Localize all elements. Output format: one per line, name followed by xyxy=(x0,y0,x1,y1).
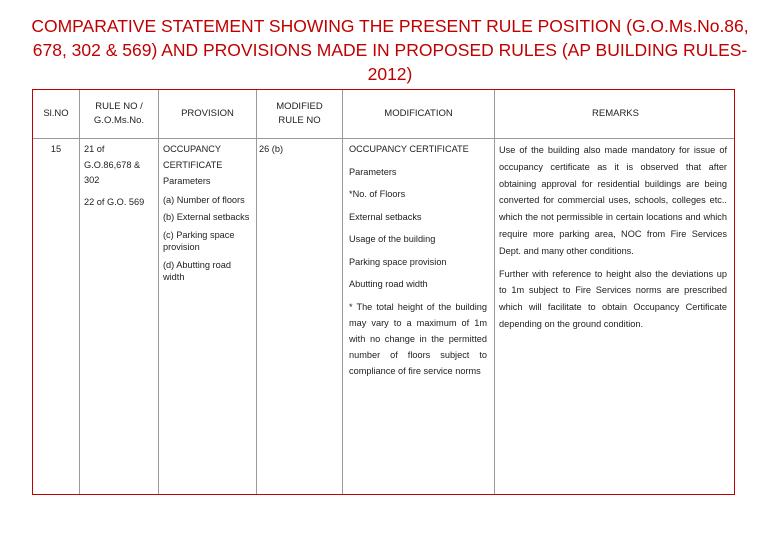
modification-usage: Usage of the building xyxy=(349,234,436,244)
rule-no-line-1: 21 of G.O.86,678 & 302 xyxy=(84,144,141,185)
header-modified-rule-no: MODIFIED RULE NO xyxy=(276,101,323,126)
header-provision: PROVISION xyxy=(181,108,234,119)
modification-parking: Parking space provision xyxy=(349,256,447,267)
column-divider xyxy=(342,90,343,494)
remarks-paragraph-1: Use of the building also made mandatory for issue of occupancy certificate as it is observed that after obtaining approval for residential buildings are being converted for commercial uses, schools, colleges etc.. which the not permissible in certain locations and which require more parking area, NOC from Fire Services Dept. and many other conditions. xyxy=(499,145,727,256)
row-slno: 15 xyxy=(50,144,62,154)
column-divider xyxy=(256,90,257,494)
header-slno: Sl.NO xyxy=(43,108,69,119)
header-rule-no: RULE NO / G.O.Ms.No. xyxy=(93,101,145,126)
provision-heading: OCCUPANCY CERTIFICATE xyxy=(163,144,223,170)
row-modification xyxy=(349,142,487,379)
provision-item-c: (c) Parking space provision xyxy=(163,229,235,252)
document-title: COMPARATIVE STATEMENT SHOWING THE PRESENT RULE POSITION (G.O.Ms.No.86, 678, 302 & 569) AND PROVISIONS MADE IN PROPOSED RULES (AP BUILDING RULES-2012) xyxy=(31,16,749,84)
modification-height-note: * The total height of the building may vary to a maximum of 1m with no change in the permitted number of floors subject to compliance of fire service norms xyxy=(349,301,487,376)
row-remarks xyxy=(499,142,727,333)
column-divider xyxy=(79,90,80,494)
modification-road-width: Abutting road width xyxy=(349,279,428,289)
header-modification: MODIFICATION xyxy=(384,108,453,119)
modification-setbacks: External setbacks xyxy=(349,211,422,222)
provision-params: Parameters xyxy=(163,176,211,186)
provision-item-b: (b) External setbacks xyxy=(163,212,250,222)
modification-params: Parameters xyxy=(349,166,397,177)
modification-floors: *No. of Floors xyxy=(349,189,406,199)
remarks-paragraph-2: Further with reference to height also the deviations up to 1m subject to Fire Services norms are prescribed which will facilitate to obtain Occupancy Certificate depending on the ground condition. xyxy=(499,268,727,329)
column-divider xyxy=(494,90,495,494)
column-divider xyxy=(158,90,159,494)
row-rule-no xyxy=(84,142,154,210)
header-divider xyxy=(33,138,734,139)
provision-item-d: (d) Abutting road width xyxy=(163,259,231,282)
rule-no-line-2: 22 of G.O. 569 xyxy=(84,196,145,207)
row-modified-rule-no: 26 (b) xyxy=(259,144,284,154)
comparison-table xyxy=(32,89,735,495)
provision-item-a: (a) Number of floors xyxy=(163,194,245,205)
modification-heading: OCCUPANCY CERTIFICATE xyxy=(349,144,469,154)
row-provision xyxy=(163,142,252,284)
header-remarks: REMARKS xyxy=(592,108,639,119)
